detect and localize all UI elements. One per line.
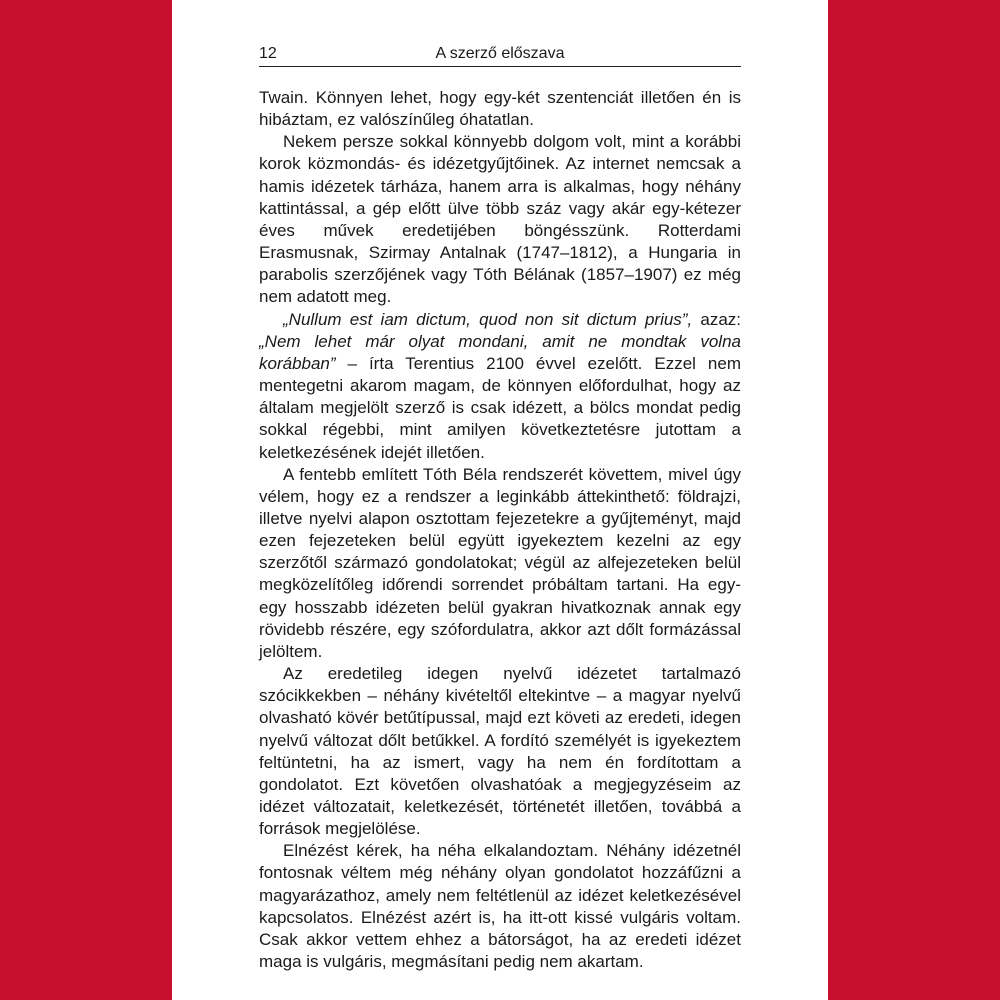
paragraph-2: Nekem persze sokkal könnyebb dolgom volt, mint a korábbi korok közmondás- és idézetgyűjtőinek. Az internet nemcsak a hamis idézetek tárháza, hanem arra is alkalmas, hogy néhány kattintással, a gép előtt ülve több száz vagy akár egy-kétezer éves művek eredetijében böngésszünk. Rotterdami Erasmusnak, Szirmay Antalnak (1747–1812), a Hungaria in parabolis szerzőjének vagy Tóth Bélának (1857–1907) ez még nem adatott meg. xyxy=(259,132,741,307)
paragraph-1: Twain. Könnyen lehet, hogy egy-két szentenciát illetően én is hibáztam, ez valószínűleg óhatatlan. xyxy=(259,88,741,130)
running-head: A szerző előszava xyxy=(435,45,565,62)
paragraph-3-rest: – írta Terentius 2100 évvel ezelőtt. Ezzel nem mentegetni akarom magam, de könnyen előfordulhat, hogy az általam megjelölt szerző is csak idézett, a bölcs mondat pedig sokkal régebbi, mint amilyen következtetésre jutottam a keletkezésének idejét illetően. xyxy=(259,353,741,462)
paragraph-4: A fentebb említett Tóth Béla rendszerét követtem, mivel úgy vélem, hogy ez a rendszer a leginkább áttekinthető: földrajzi, illetve nyelvi alapon osztottam fejezetekre a gyűjteményt, majd ezen fejezeteken belül együtt igyekeztem kezelni az egy szerzőtől származó gondolatokat; végül az alfejezeteken belül megközelítőleg időrendi sorrendet próbáltam tartani. Ha egy-egy hosszabb idézeten belül gyakran hivatkoznak annak egy rövidebb részére, egy szófordulatra, akkor azt dőlt formázással jelöltem. xyxy=(259,464,741,661)
book-page xyxy=(172,0,828,1000)
latin-quote: „Nullum est iam dictum, quod non sit dictum prius”, xyxy=(283,309,693,329)
paragraph-5: Az eredetileg idegen nyelvű idézetet tartalmazó szócikkekben – néhány kivételtől eltekintve – a magyar nyelvű olvasható kövér betűtípussal, majd ezt követi az eredeti, idegen nyelvű változat dőlt betűkkel. A fordító személyét is igyekeztem feltüntetni, ha az ismert, vagy ha nem én fordítottam a gondolatot. Ezt követően olvashatóak a megjegyzéseim az idézet változatait, keletkezését, történetét illetően, továbbá a források megjelölése. xyxy=(259,664,741,839)
body-text xyxy=(259,87,741,973)
page-header xyxy=(259,42,741,67)
paragraph-6: Elnézést kérek, ha néha elkalandoztam. Néhány idézetnél fontosnak véltem még néhány olyan gondolatot hozzáfűzni a magyarázathoz, amely nem feltétlenül az idézet keletkezésével kapcsolatos. Elnézést azért is, ha itt-ott kissé vulgáris voltam. Csak akkor vettem ehhez a bátorságot, ha az eredeti idézet maga is vulgáris, megmásítani pedig nem akartam. xyxy=(259,841,741,972)
quote-connector: azaz: xyxy=(692,309,741,329)
paragraph-3 xyxy=(259,309,741,464)
page-number: 12 xyxy=(259,45,277,62)
hungarian-quote: „Nem lehet már olyat mondani, amit ne mondtak volna korábban” xyxy=(259,331,741,373)
